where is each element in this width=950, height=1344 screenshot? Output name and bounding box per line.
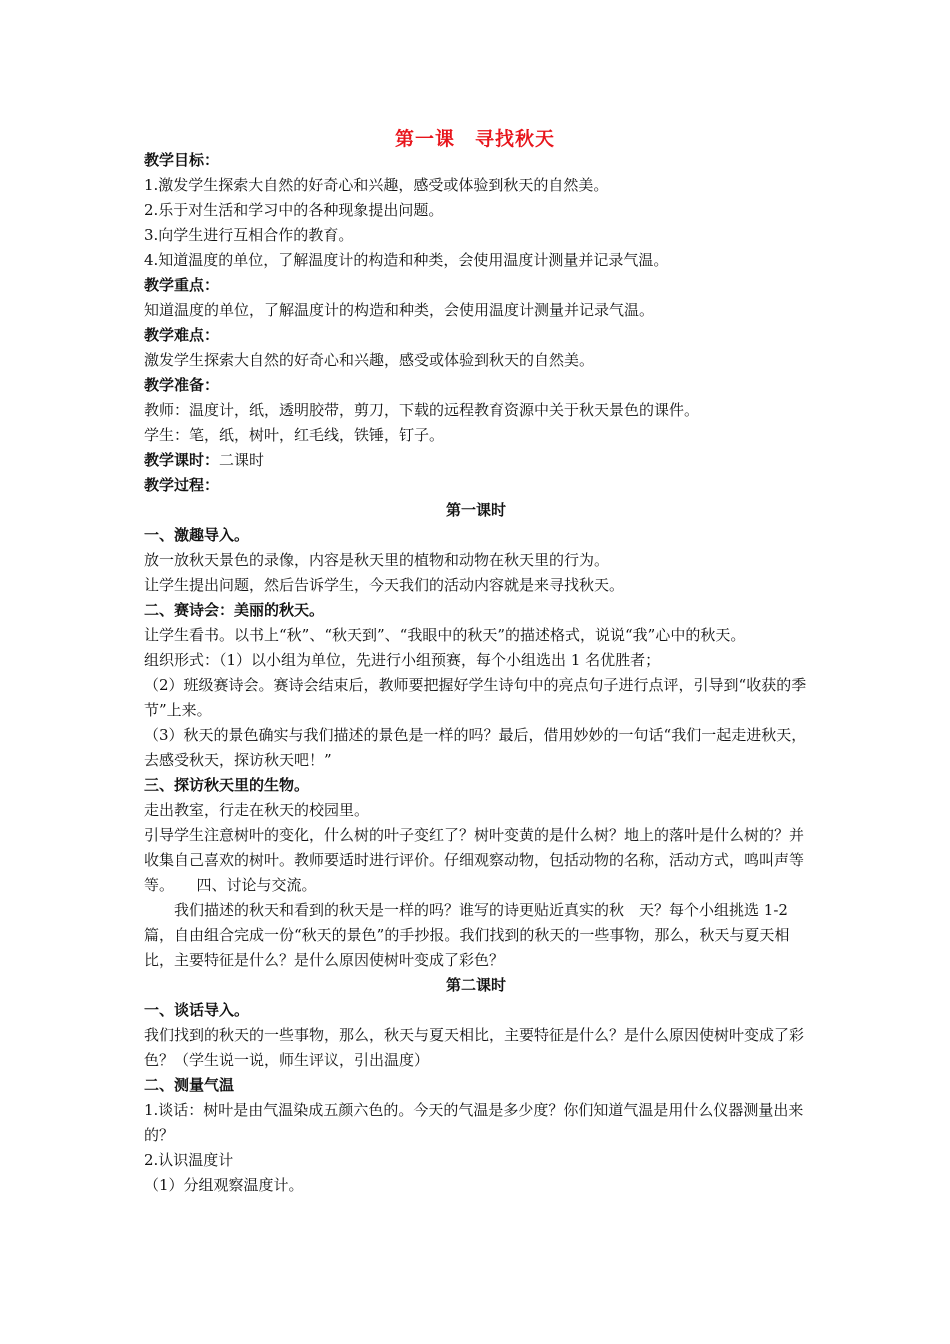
hours-value: 二课时 xyxy=(219,451,265,469)
hours-line xyxy=(144,448,808,473)
paragraph: 组织形式：（1）以小组为单位，先进行小组预赛，每个小组选出 1 名优胜者； xyxy=(144,651,661,669)
paragraph: 让学生看书。以书上“秋”、“秋天到”、“我眼中的秋天”的描述格式，说说“我”心中的秋天。 xyxy=(144,626,746,644)
difficulty-text: 激发学生探索大自然的好奇心和兴趣，感受或体验到秋天的自然美。 xyxy=(144,351,595,369)
lesson2-section1-heading: 一、谈话导入。 xyxy=(144,1001,250,1019)
preparation-student: 学生：笔，纸，树叶，红毛线，铁锤，钉子。 xyxy=(144,426,445,444)
paragraph: 2.认识温度计 xyxy=(144,1151,234,1169)
lesson2-section2-heading: 二、测量气温 xyxy=(144,1076,235,1094)
goals-heading: 教学目标： xyxy=(144,151,220,169)
paragraph: 我们找到的秋天的一些事物，那么，秋天与夏天相比，主要特征是什么？是什么原因使树叶变成了彩色？（学生说一说，师生评议，引出温度） xyxy=(144,1026,805,1069)
paragraph: 放一放秋天景色的录像，内容是秋天里的植物和动物在秋天里的行为。 xyxy=(144,551,610,569)
paragraph: 引导学生注意树叶的变化，什么树的叶子变红了？树叶变黄的是什么树？地上的落叶是什么树的？并收集自己喜欢的树叶。教师要适时进行评价。仔细观察动物，包括动物的名称，活动方式，鸣叫声等等。 四、讨论与交流。 xyxy=(144,826,805,894)
lesson1-heading: 第一课时 xyxy=(445,501,506,519)
paragraph: （3）秋天的景色确实与我们描述的景色是一样的吗？最后，借用妙妙的一句话“我们一起走进秋天，去感受秋天，探访秋天吧！” xyxy=(144,726,807,769)
paragraph: 1.谈话：树叶是由气温染成五颜六色的。今天的气温是多少度？你们知道气温是用什么仪器测量出来的？ xyxy=(144,1101,804,1144)
lesson1-section1-heading: 一、激趣导入。 xyxy=(144,526,250,544)
goal-item: 2.乐于对生活和学习中的各种现象提出问题。 xyxy=(144,201,444,219)
paragraph: （1）分组观察温度计。 xyxy=(144,1176,304,1194)
paragraph: 让学生提出问题，然后告诉学生，今天我们的活动内容就是来寻找秋天。 xyxy=(144,576,625,594)
lesson1-section3-heading: 三、探访秋天里的生物。 xyxy=(144,776,310,794)
preparation-heading: 教学准备： xyxy=(144,376,220,394)
goal-item: 3.向学生进行互相合作的教育。 xyxy=(144,226,354,244)
lesson1-section2-heading: 二、赛诗会：美丽的秋天。 xyxy=(144,601,325,619)
page-title: 第一课 寻找秋天 xyxy=(394,128,555,150)
goal-item: 4.知道温度的单位，了解温度计的构造和种类，会使用温度计测量并记录气温。 xyxy=(144,251,669,269)
paragraph: 我们描述的秋天和看到的秋天是一样的吗？谁写的诗更贴近真实的秋 天？每个小组挑选 1-2 篇，自由组合完成一份“秋天的景色”的手抄报。我们找到的秋天的一些事物，那么，秋天与夏天相比，主要特征是什么？是什么原因使树叶变成了彩色？ xyxy=(144,901,790,969)
difficulty-heading: 教学难点： xyxy=(144,326,220,344)
paragraph: 走出教室，行走在秋天的校园里。 xyxy=(144,801,370,819)
key-point-text: 知道温度的单位，了解温度计的构造和种类，会使用温度计测量并记录气温。 xyxy=(144,301,655,319)
document-body xyxy=(144,148,808,1198)
hours-heading: 教学课时： xyxy=(144,451,220,469)
preparation-teacher: 教师：温度计，纸，透明胶带，剪刀，下载的远程教育资源中关于秋天景色的课件。 xyxy=(144,401,700,419)
goal-item: 1.激发学生探索大自然的好奇心和兴趣，感受或体验到秋天的自然美。 xyxy=(144,176,609,194)
key-point-heading: 教学重点： xyxy=(144,276,220,294)
paragraph: （2）班级赛诗会。赛诗会结束后，教师要把握好学生诗句中的亮点句子进行点评，引导到“收获的季节”上来。 xyxy=(144,676,807,719)
process-heading: 教学过程： xyxy=(144,476,220,494)
lesson2-heading: 第二课时 xyxy=(445,976,506,994)
